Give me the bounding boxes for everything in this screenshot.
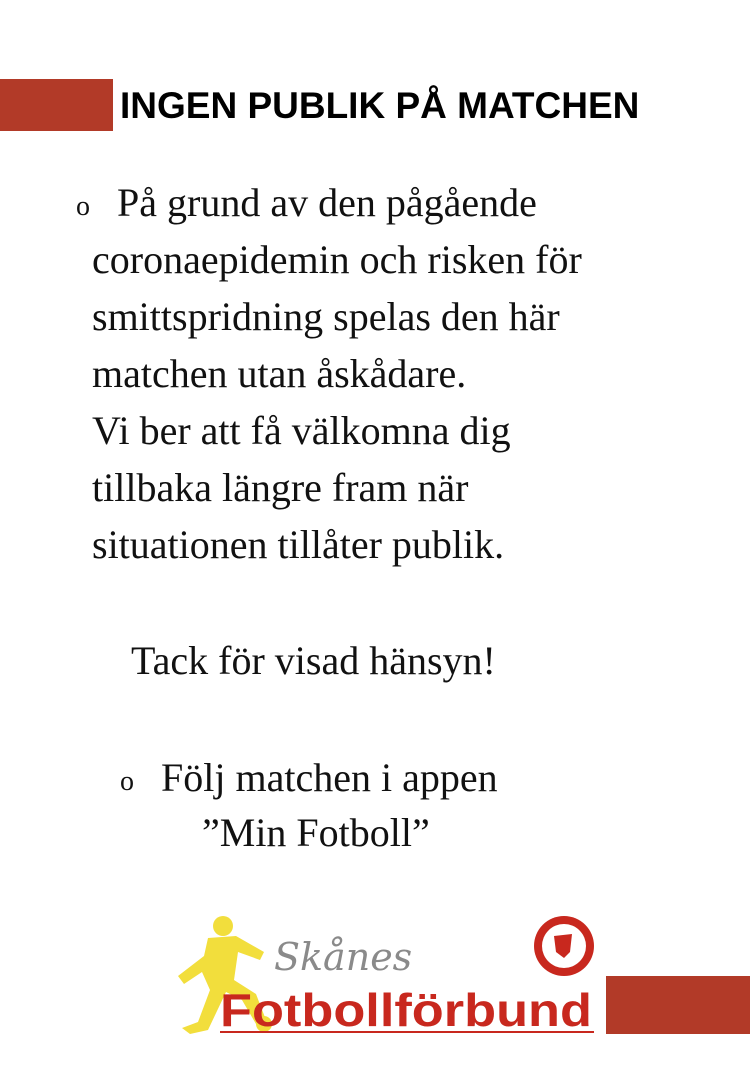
notice-line-7: situationen tillåter publik. — [92, 522, 505, 567]
bullet-marker: o — [120, 766, 134, 797]
app-line-2: ”Min Fotboll” — [202, 810, 430, 855]
accent-bar-right — [606, 976, 750, 1034]
app-line-1: Följ matchen i appen — [161, 755, 498, 800]
notice-line-3: smittspridning spelas den här — [92, 294, 560, 339]
notice-line-6: tillbaka längre fram när — [92, 465, 469, 510]
thanks-text: Tack för visad hänsyn! — [131, 638, 496, 683]
logo-script-text: Skånes — [274, 935, 413, 979]
accent-bar-left — [0, 79, 113, 131]
logo-wordmark: Fotbollförbund — [220, 984, 592, 1036]
notice-line-1: På grund av den pågående — [117, 180, 537, 225]
notice-line-4: matchen utan åskådare. — [92, 351, 467, 396]
notice-line-5: Vi ber att få välkomna dig — [92, 408, 511, 453]
notice-line-2: coronaepidemin och risken för — [92, 237, 582, 282]
skanes-fotbollforbund-logo — [168, 912, 600, 1040]
emblem-icon — [534, 916, 594, 976]
page-title: INGEN PUBLIK PÅ MATCHEN — [120, 85, 640, 126]
bullet-marker: o — [76, 191, 90, 222]
